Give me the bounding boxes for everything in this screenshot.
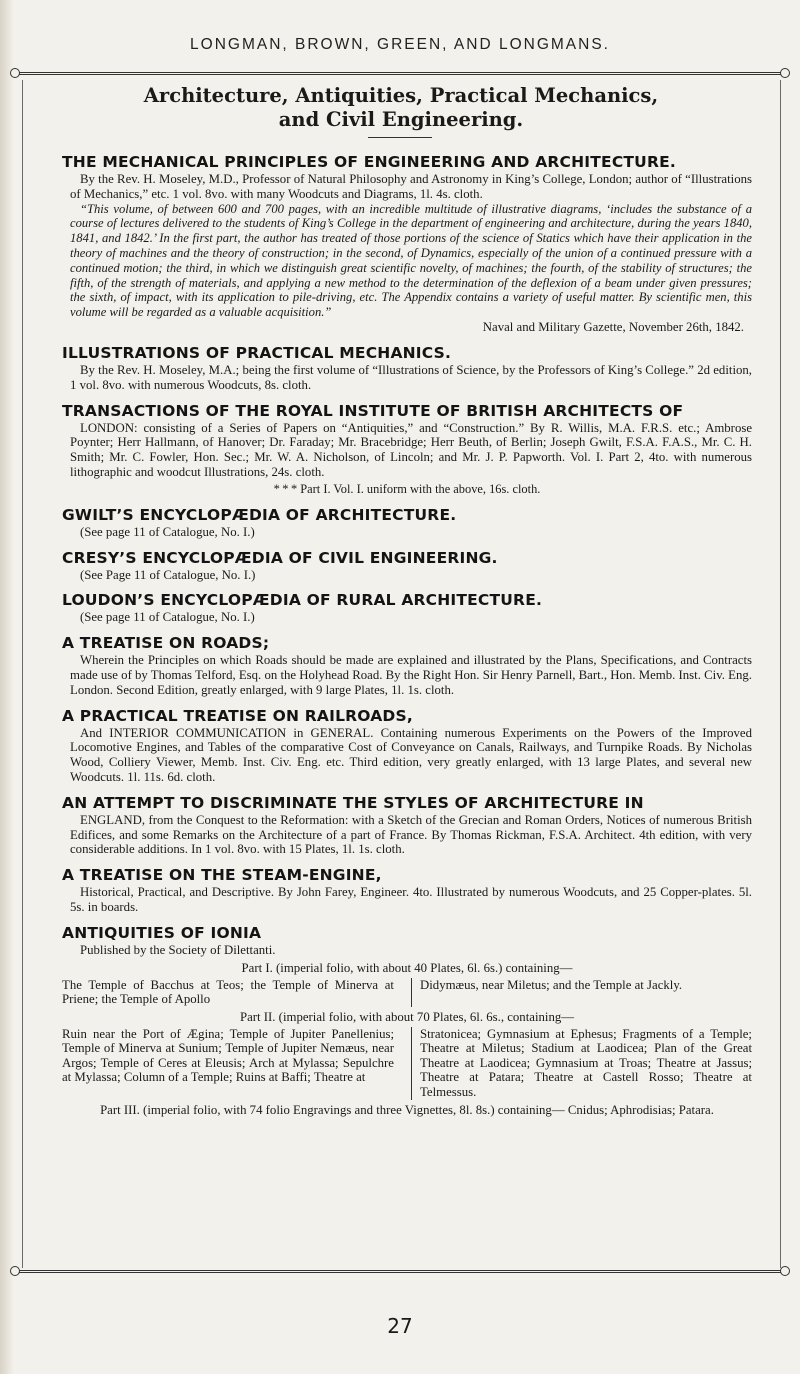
entry-title: A PRACTICAL TREATISE ON RAILROADS, bbox=[62, 706, 413, 725]
entry-title: AN ATTEMPT TO DISCRIMINATE THE STYLES OF ARCHITECTURE IN bbox=[62, 793, 644, 812]
bottom-border-rule bbox=[18, 1270, 782, 1273]
entry-title: GWILT’S ENCYCLOPÆDIA OF ARCHITECTURE. bbox=[62, 505, 457, 524]
part-2-right-column: Stratonicea; Gymnasium at Ephesus; Fragments of a Temple; Theatre at Miletus; Stadium at Laodicea; Plan of the Great Theatre at Laodicea; Gymnasium at Troas; Theatre at Jassus; Theatre at Patara; Theatre at Castell Rosso; Theatre at Telmessus. bbox=[411, 1027, 752, 1100]
entry-title: A TREATISE ON THE STEAM-ENGINE, bbox=[62, 866, 382, 885]
catalogue-entry bbox=[62, 152, 752, 335]
entry-title: ILLUSTRATIONS OF PRACTICAL MECHANICS. bbox=[62, 343, 452, 362]
review-source: Naval and Military Gazette, November 26th, 1842. bbox=[482, 319, 744, 334]
right-frame-line bbox=[780, 80, 781, 1268]
bottom-left-ring-ornament bbox=[10, 1266, 20, 1276]
entry-title: LOUDON’S ENCYCLOPÆDIA OF RURAL ARCHITECTURE. bbox=[62, 591, 543, 610]
entry-description: (See page 11 of Catalogue, No. I.) bbox=[80, 524, 255, 539]
running-head: LONGMAN, BROWN, GREEN, AND LONGMANS. bbox=[190, 36, 610, 53]
section-title-line-2: and Civil Engineering. bbox=[278, 108, 524, 131]
entry-description: ENGLAND, from the Conquest to the Reformation: with a Sketch of the Grecian and Roman Orders, Notices of numerous British Edifices, and some Remarks on the Architecture of a part of France. By Thomas Rickman, F.S.A. Architect. 4th edition, with very considerable additions. In 1 vol. 8vo. with 15 Plates, 1l. 1s. cloth. bbox=[70, 812, 752, 857]
bottom-right-ring-ornament bbox=[780, 1266, 790, 1276]
part-1-right-column: Didymæus, near Miletus; and the Temple at Jackly. bbox=[411, 978, 752, 1007]
part-1-left-column: The Temple of Bacchus at Teos; the Temple of Minerva at Priene; the Temple of Apollo bbox=[62, 977, 394, 1007]
entry-description: (See page 11 of Catalogue, No. I.) bbox=[80, 610, 255, 625]
top-left-ring-ornament bbox=[10, 68, 20, 78]
catalogue-entry-ionia bbox=[62, 923, 752, 1118]
part-2-left-column: Ruin near the Port of Ægina; Temple of Jupiter Panellenius; Temple of Minerva at Sunium; Temple of Jupiter Nemæus, near Argos; Temple of Ceres at Eleusis; Arch at Mylassa; Sepulchre at Mylassa; Column of a Temple; Ruins at Baffi; Theatre at bbox=[62, 1026, 394, 1085]
section-title-line-1: Architecture, Antiquities, Practical Mechanics, bbox=[143, 84, 659, 107]
section-title bbox=[28, 84, 774, 132]
catalogue-entry bbox=[62, 548, 752, 583]
entry-publisher: Published by the Society of Dilettanti. bbox=[80, 942, 276, 957]
catalogue-entry bbox=[62, 865, 752, 915]
title-rule bbox=[368, 137, 432, 138]
press-review: “This volume, of between 600 and 700 pages, with an incredible multitude of illustrative diagrams, ‘includes the substance of a course of lectures delivered to the students of King’s College in the department of engineering and architecture, during the years 1840, 1841, and 1842.’ In the first part, the author has treated of those portions of the science of Statics which have their application in the theory of machines and the theory of construction; in the second, of Dynamics, especially of the union of a continued pressure with a continued motion; the third, in which we distinguish great scientific novelty, of machines; the fourth, of the stability of structures; the fifth, of the strength of materials, and applying a new method to the determination of the deflexion of a beam under given pressures; the sixth, of impact, with its application to pile-driving, etc. The Appendix contains a variety of useful matter. By scientific men, this volume will be regarded as a valuable acquisition.” bbox=[70, 201, 752, 320]
top-right-ring-ornament bbox=[780, 68, 790, 78]
entry-description: LONDON: consisting of a Series of Papers on “Antiquities,” and “Construction.” By R. Willis, M.A. F.R.S. etc.; Ambrose Poynter; Herr Hallmann, of Hanover; Dr. Faraday; Mr. Bracebridge; Herr Beuth, of Berlin; Joseph Gwilt, F.S.A. F.A.S., Mr. C. H. Smith; Mr. C. Fowler, Hon. Sec.; Mr. W. A. Nicholson, of Lincoln; and Mr. J. P. Papworth. Vol. I. Part 2, 4to. with numerous lithographic and woodcut Illustrations, 24s. cloth. bbox=[70, 420, 752, 479]
page-number: 27 bbox=[387, 1314, 413, 1338]
part-2-columns bbox=[62, 1027, 752, 1100]
catalogue-entry bbox=[62, 505, 752, 540]
entry-description: Historical, Practical, and Descriptive. By John Farey, Engineer. 4to. Illustrated by numerous Woodcuts, and 25 Copper-plates. 5l. 5s. in boards. bbox=[70, 885, 752, 914]
entry-note: * * * Part I. Vol. I. uniform with the above, 16s. cloth. bbox=[273, 481, 541, 496]
left-frame-line bbox=[22, 80, 23, 1268]
entry-title: ANTIQUITIES OF IONIA bbox=[62, 923, 262, 942]
catalogue-entry bbox=[62, 793, 752, 857]
entry-title: A TREATISE ON ROADS; bbox=[62, 634, 270, 653]
catalogue-entries bbox=[62, 152, 752, 1125]
entry-description: By the Rev. H. Moseley, M.A.; being the first volume of “Illustrations of Science, by the Professors of King’s College.” 2d edition, 1 vol. 8vo. with numerous Woodcuts, 8s. cloth. bbox=[70, 362, 752, 392]
top-border-rule bbox=[18, 72, 782, 75]
catalogue-entry bbox=[62, 633, 752, 697]
catalogue-entry bbox=[62, 590, 752, 625]
catalogue-entry bbox=[62, 401, 752, 497]
part-1-columns bbox=[62, 978, 752, 1007]
catalogue-entry bbox=[62, 706, 752, 785]
part-2-heading: Part II. (imperial folio, with about 70 Plates, 6l. 6s., containing— bbox=[239, 1009, 575, 1024]
entry-title: TRANSACTIONS OF THE ROYAL INSTITUTE OF BRITISH ARCHITECTS OF bbox=[62, 401, 684, 420]
entry-description: By the Rev. H. Moseley, M.D., Professor of Natural Philosophy and Astronomy in King’s College, London; author of “Illustrations of Mechanics,” etc. 1 vol. 8vo. with many Woodcuts and Diagrams, 1l. 4s. cloth. bbox=[70, 172, 752, 201]
entry-title: CRESY’S ENCYCLOPÆDIA OF CIVIL ENGINEERING. bbox=[62, 548, 498, 567]
book-binding-edge bbox=[0, 0, 14, 1374]
catalogue-entry bbox=[62, 343, 752, 393]
entry-description: And INTERIOR COMMUNICATION in GENERAL. Containing numerous Experiments on the Powers of the Improved Locomotive Engines, and Tables of the comparative Cost of Conveyance on Canals, Railways, and Turnpike Roads. By Nicholas Wood, Colliery Viewer, Memb. Inst. Civ. Eng. etc. Third edition, very greatly enlarged, with 13 large Plates, and several new Woodcuts. 1l. 11s. 6d. cloth. bbox=[70, 725, 752, 784]
entry-description: Wherein the Principles on which Roads should be made are explained and illustrated by the Plans, Specifications, and Contracts made use of by Thomas Telford, Esq. on the Holyhead Road. By the Right Hon. Sir Henry Parnell, Bart., Hon. Memb. Inst. Civ. Eng. London. Second Edition, greatly enlarged, with 9 large Plates, 1l. 1s. cloth. bbox=[70, 653, 752, 697]
entry-title: THE MECHANICAL PRINCIPLES OF ENGINEERING AND ARCHITECTURE. bbox=[62, 153, 676, 171]
part-1-heading: Part I. (imperial folio, with about 40 Plates, 6l. 6s.) containing— bbox=[241, 960, 573, 975]
part-3-description: Part III. (imperial folio, with 74 folio Engravings and three Vignettes, 8l. 8s.) containing— Cnidus; Aphrodisias; Patara. bbox=[100, 1102, 714, 1117]
entry-description: (See Page 11 of Catalogue, No. I.) bbox=[80, 567, 256, 582]
